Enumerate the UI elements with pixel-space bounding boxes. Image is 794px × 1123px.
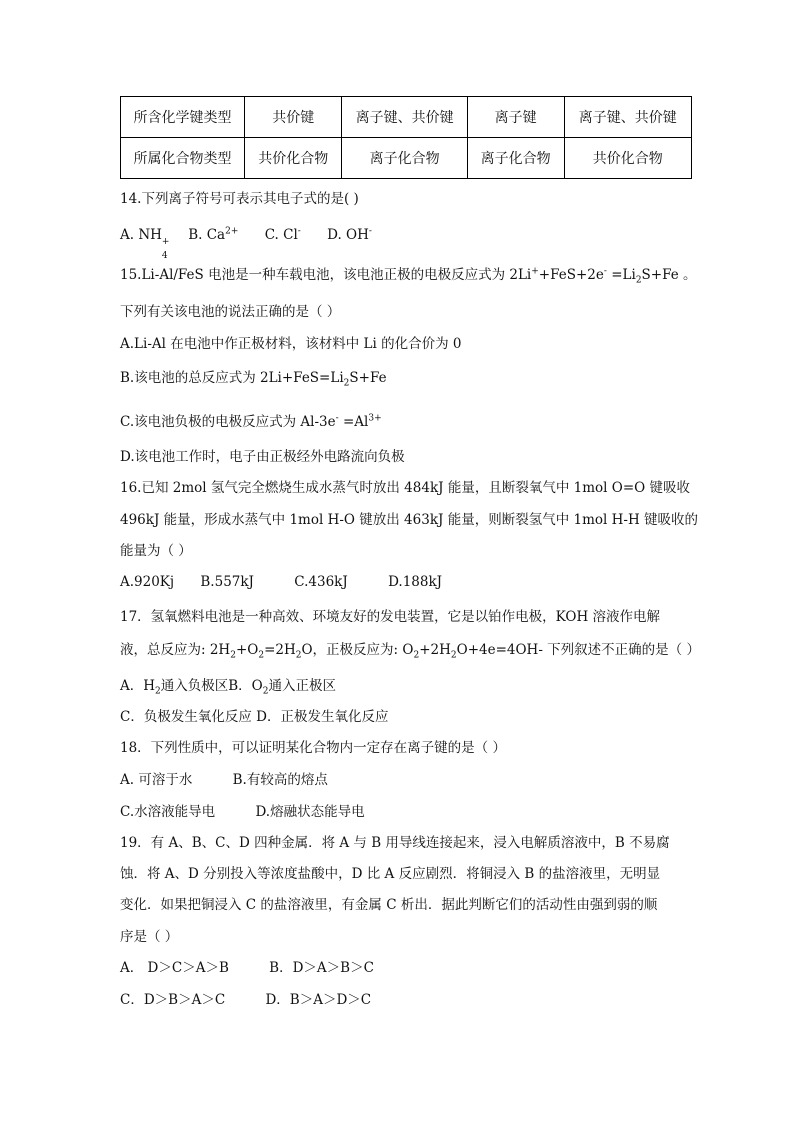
table-cell: 离子化合物 bbox=[342, 138, 467, 179]
bond-type-table bbox=[120, 96, 692, 179]
question-18-options-ab bbox=[120, 770, 328, 790]
option-d: D. OH- bbox=[327, 226, 372, 243]
question-14-stem: 14.下列离子符号可表示其电子式的是( ) bbox=[120, 191, 359, 207]
question-16-options bbox=[120, 572, 442, 592]
option-b: B. $Ca^{2+}$ bbox=[188, 226, 239, 243]
option-c: C.该电池负极的电极反应式为 $Al-3e^- =Al^{3+}$ bbox=[120, 413, 382, 430]
option-a: A. 可溶于水 bbox=[120, 772, 193, 788]
question-19-line-4: 序是（ ） bbox=[120, 929, 179, 945]
option-c: C.水溶液能导电 bbox=[120, 804, 216, 820]
question-17-line-1: 17．氢氧燃料电池是一种高效、环境友好的发电装置，它是以铂作电极，KOH 溶液作电解 bbox=[120, 609, 661, 625]
option-d: D．B＞A＞D＞C bbox=[265, 992, 372, 1008]
table-cell: 离子键、共价键 bbox=[564, 97, 691, 138]
question-19-options-ab bbox=[120, 958, 374, 978]
question-18-stem: 18．下列性质中，可以证明某化合物内一定存在离子键的是（ ） bbox=[120, 740, 506, 756]
option-a: A. NH + 4 bbox=[120, 227, 170, 261]
option-d: D.该电池工作时，电子由正极经外电路流向负极 bbox=[120, 449, 405, 465]
question-19-line-1: 19．有 A、B、C、D 四种金属．将 A 与 B 用导线连接起来，浸入电解质溶液中，B 不易腐 bbox=[120, 835, 670, 851]
question-15-stem-2: 下列有关该电池的说法正确的是（ ） bbox=[120, 304, 341, 320]
question-16-line-1: 16.已知 2mol 氢气完全燃烧生成水蒸气时放出 484kJ 能量，且断裂氧气中 1mol O=O 键吸收 bbox=[120, 480, 690, 496]
option-b: B．D＞A＞B＞C bbox=[269, 960, 374, 976]
question-17-line-2: 液，总反应为: $2H_2+O_2=2H_2O$，正极反应为: $O_2+2H_2O+4e=4OH-$ 下列叙述不正确的是（ ） bbox=[120, 642, 700, 661]
question-17-options-ab: A．$H_2$通入负极区B．$O_2$通入正极区 bbox=[120, 678, 336, 697]
option-b: B.有较高的熔点 bbox=[232, 772, 328, 788]
question-17-options-cd: C．负极发生氧化反应 D．正极发生氧化反应 bbox=[120, 709, 389, 725]
option-b: B.该电池的总反应式为 $2Li+FeS=Li_2S+Fe$ bbox=[120, 370, 387, 389]
table-row bbox=[121, 138, 692, 179]
table-row bbox=[121, 97, 692, 138]
question-14-options bbox=[120, 225, 372, 261]
question-19-line-2: 蚀．将 A、D 分别投入等浓度盐酸中，D 比 A 反应剧烈．将铜浸入 B 的盐溶液里，无明显 bbox=[120, 866, 661, 882]
question-19-options-cd bbox=[120, 990, 371, 1010]
table-cell: 离子键、共价键 bbox=[342, 97, 467, 138]
question-19-line-3: 变化．如果把铜浸入 C 的盐溶液里，有金属 C 析出．据此判断它们的活动性由强到弱的顺 bbox=[120, 897, 658, 913]
table-cell: 离子键 bbox=[467, 97, 564, 138]
question-16-line-2: 496kJ 能量，形成水蒸气中 1mol H-O 键放出 463kJ 能量，则断裂氢气中 1mol H-H 键吸收的 bbox=[120, 512, 699, 528]
option-a: A.Li-Al 在电池中作正极材料，该材料中 Li 的化合价为 0 bbox=[120, 336, 462, 352]
option-a: A.920Kj bbox=[120, 574, 175, 590]
question-15-stem: 15.Li-Al/FeS 电池是一种车载电池，该电池正极的电极反应式为 $2Li^++FeS+2e^- =Li_2S+Fe$ 。 bbox=[120, 266, 697, 286]
option-b: B.557kJ bbox=[200, 574, 254, 590]
option-d: D.熔融状态能导电 bbox=[255, 804, 365, 820]
table-cell: 离子化合物 bbox=[467, 138, 564, 179]
table-cell: 所属化合物类型 bbox=[121, 138, 245, 179]
table-cell: 共价化合物 bbox=[564, 138, 691, 179]
table-cell: 共价化合物 bbox=[245, 138, 342, 179]
option-a: A． D＞C＞A＞B bbox=[120, 960, 229, 976]
question-18-options-cd bbox=[120, 802, 365, 822]
table-cell: 共价键 bbox=[245, 97, 342, 138]
option-c: C.436kJ bbox=[294, 574, 348, 590]
question-16-line-3: 能量为（ ） bbox=[120, 543, 192, 559]
option-c: C. Cl- bbox=[264, 226, 301, 243]
option-c: C．D＞B＞A＞C bbox=[120, 992, 226, 1008]
option-d: D.188kJ bbox=[388, 574, 443, 590]
table-cell: 所含化学键类型 bbox=[121, 97, 245, 138]
